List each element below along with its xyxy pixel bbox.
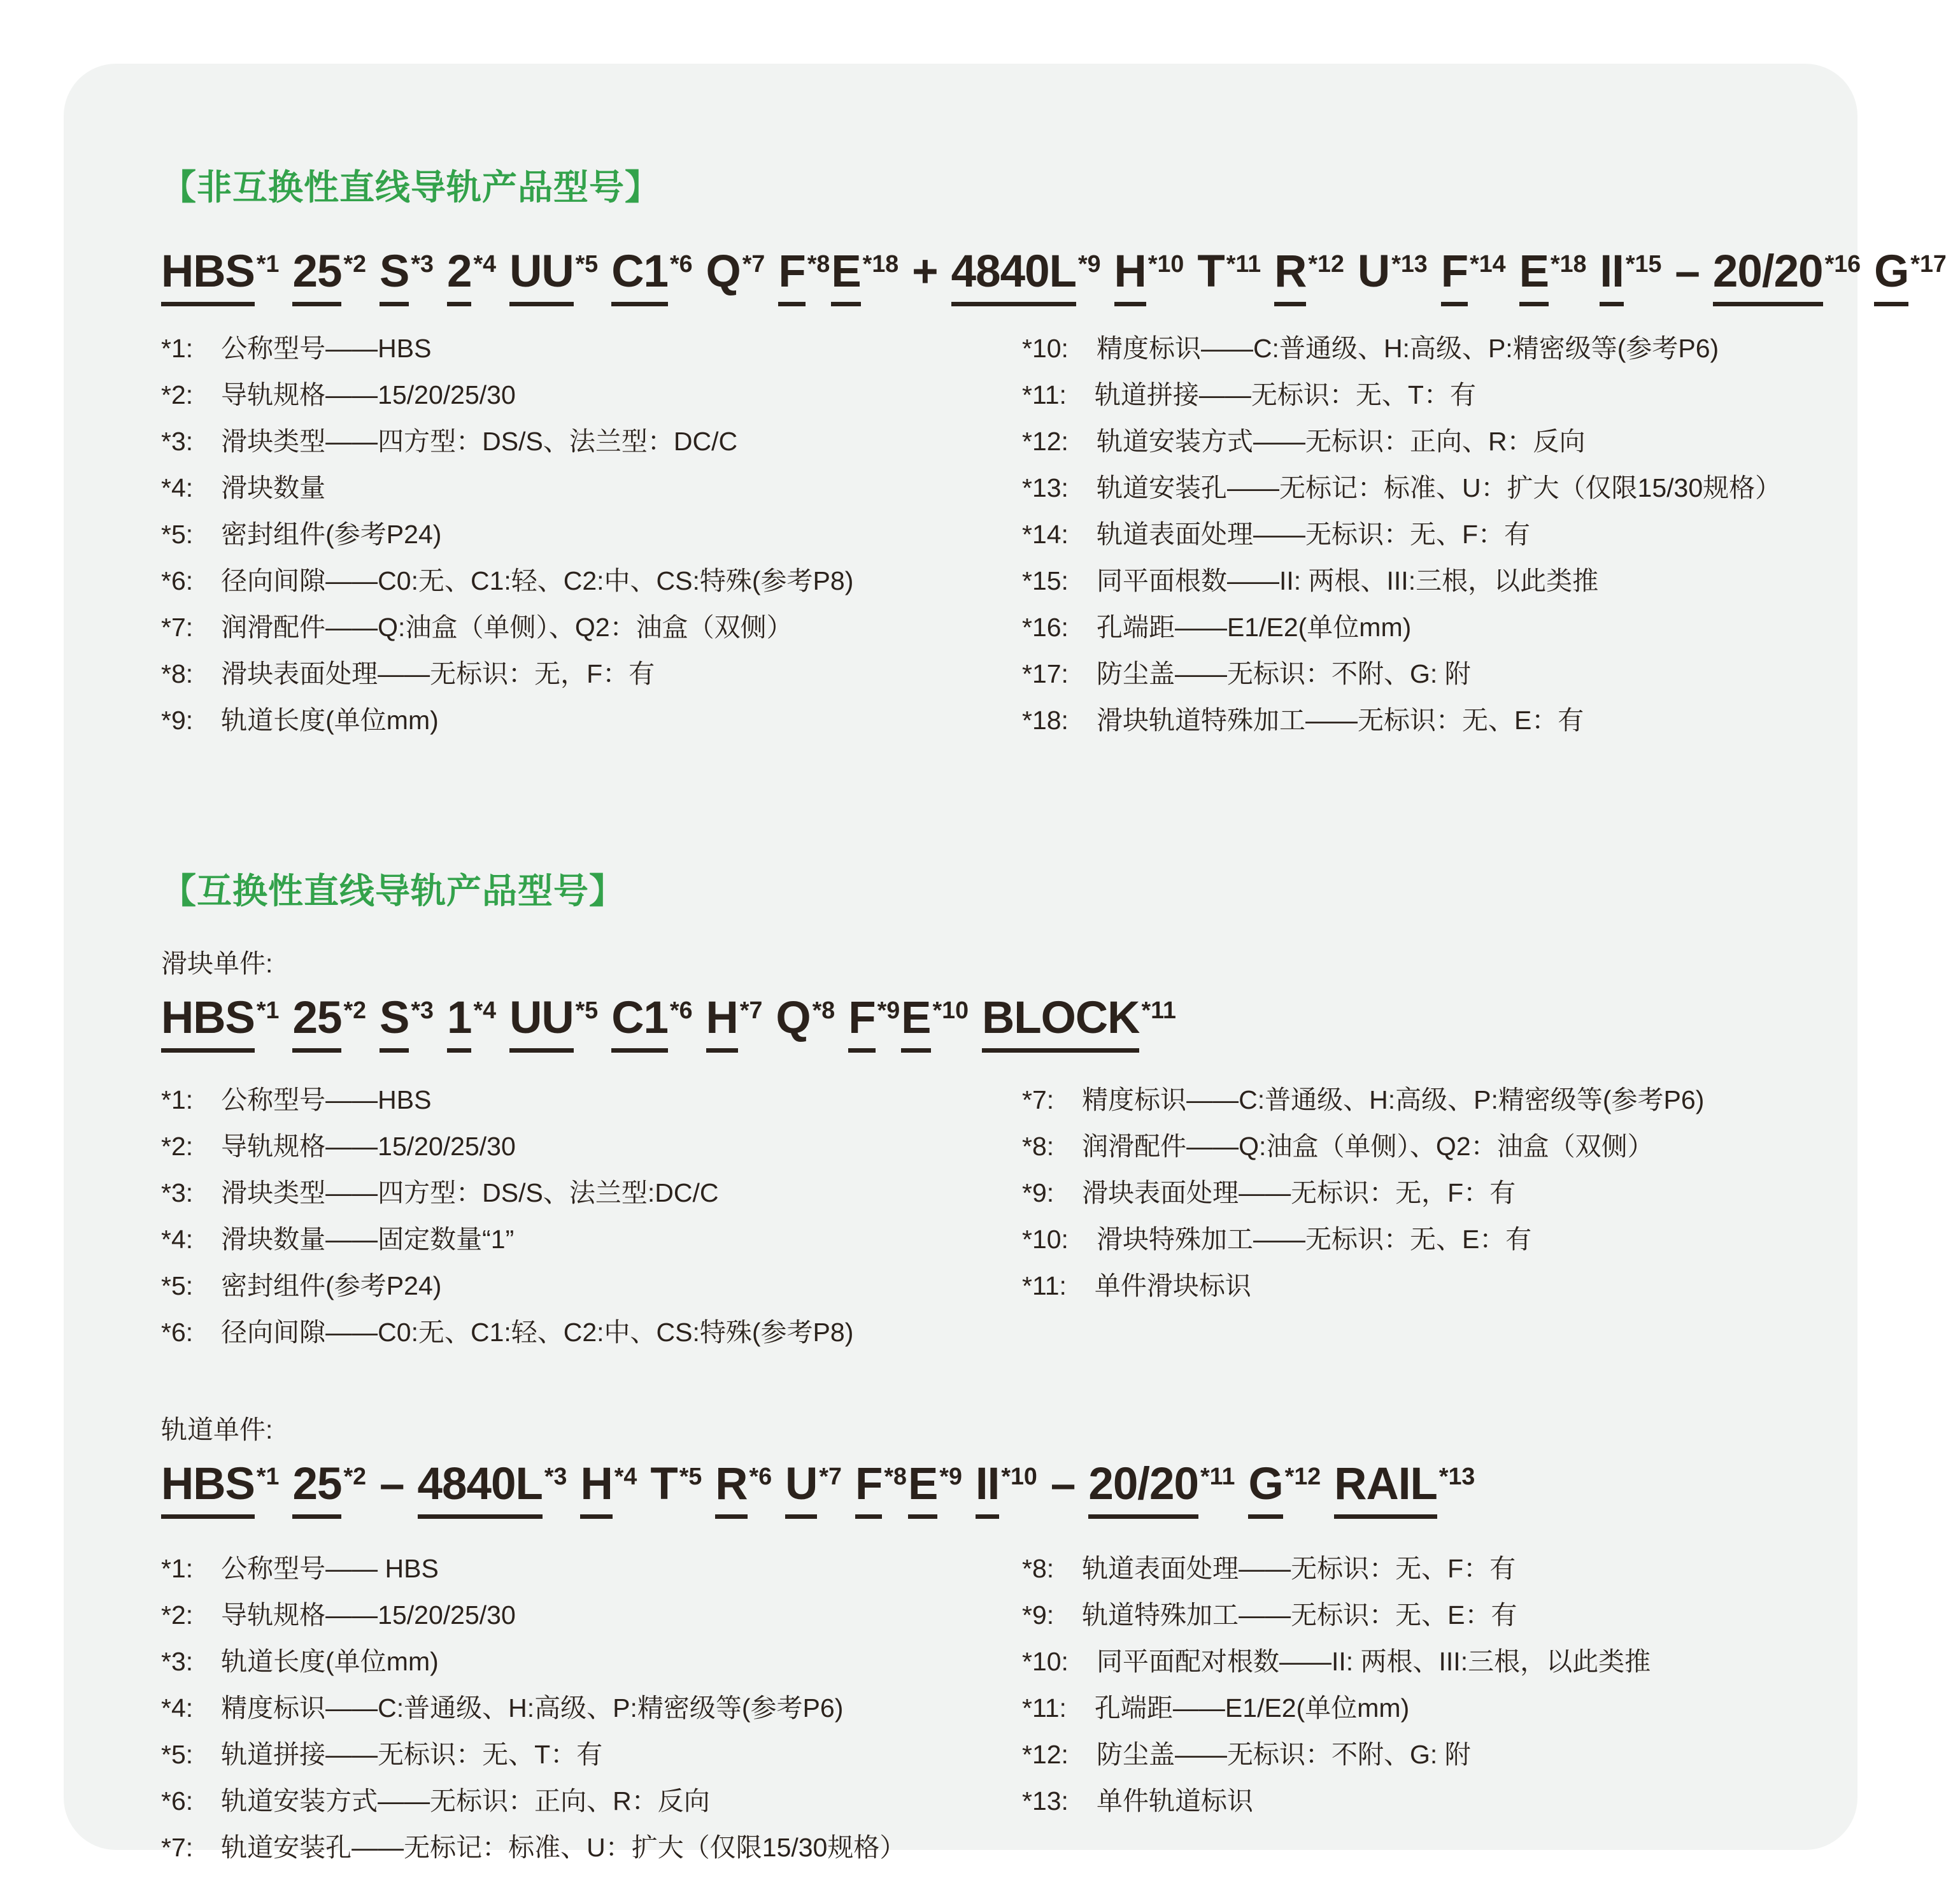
- footnote-item: [1022, 1216, 1760, 1263]
- model-token: [1274, 247, 1344, 306]
- footnote-label: *11:: [1022, 380, 1067, 409]
- footnotes-column-left: [161, 1077, 1022, 1356]
- model-token-text: F: [1441, 248, 1468, 306]
- model-token: [1519, 247, 1587, 306]
- model-token: [1441, 247, 1506, 306]
- model-token-superscript: *18: [1550, 250, 1587, 277]
- model-token: [776, 993, 835, 1053]
- model-token-superscript: *1: [256, 1462, 280, 1490]
- model-token-text: F: [778, 248, 805, 306]
- footnote-text: 精度标识——C:普通级、H:高级、P:精密级等(参考P6): [1096, 333, 1719, 363]
- model-token-superscript: *8: [884, 1462, 907, 1490]
- rail-unit-label: 轨道单件:: [161, 1415, 273, 1445]
- model-formula-block-unit: [161, 993, 1760, 1053]
- model-token-superscript: *2: [343, 1462, 367, 1490]
- model-token-superscript: *5: [679, 1462, 702, 1490]
- model-token: [447, 993, 496, 1053]
- footnote-text: 密封组件(参考P24): [221, 519, 442, 549]
- footnote-text: 径向间隙——C0:无、C1:轻、C2:中、CS:特殊(参考P8): [221, 565, 854, 595]
- footnote-text: 防尘盖——无标识：不附、G: 附: [1096, 658, 1471, 688]
- footnote-item: [161, 1170, 1022, 1216]
- footnote-text: 单件滑块标识: [1094, 1271, 1251, 1301]
- footnote-label: *18:: [1022, 705, 1069, 735]
- footnote-label: *3:: [161, 1646, 194, 1676]
- block-unit-label: 滑块单件:: [161, 949, 273, 979]
- product-model-card: [64, 64, 1947, 1862]
- footnote-label: *5:: [161, 1739, 194, 1769]
- model-token: [611, 993, 692, 1053]
- model-token-superscript: *14: [1470, 250, 1506, 277]
- model-token: [785, 1460, 842, 1519]
- model-token-text: 20/20: [1088, 1460, 1198, 1519]
- model-token-superscript: *11: [1226, 250, 1261, 277]
- footnote-text: 密封组件(参考P24): [221, 1271, 442, 1301]
- model-token-text: H: [1114, 248, 1146, 306]
- footnote-label: *5:: [161, 519, 194, 549]
- model-token: [161, 993, 279, 1053]
- footnote-item: [1022, 465, 1781, 511]
- footnote-item: [1022, 1778, 1760, 1824]
- footnote-item: [161, 1077, 1022, 1123]
- model-token-superscript: *15: [1625, 250, 1662, 277]
- model-token-text: G: [1248, 1460, 1282, 1519]
- footnote-label: *1:: [161, 1553, 194, 1583]
- model-token: [509, 993, 598, 1053]
- footnote-text: 单件轨道标识: [1096, 1786, 1253, 1816]
- model-token: [292, 247, 366, 306]
- footnote-item: [161, 604, 1022, 651]
- model-token-text: –: [1050, 1459, 1076, 1510]
- footnotes-column-left: [161, 325, 1022, 744]
- footnote-label: *6:: [161, 565, 194, 595]
- footnote-label: *1:: [161, 333, 194, 363]
- footnote-text: 同平面配对根数——II: 两根、III:三根，以此类推: [1096, 1646, 1651, 1676]
- model-token: [1114, 247, 1184, 306]
- footnote-label: *9:: [161, 705, 194, 735]
- model-token: [161, 1460, 279, 1519]
- footnote-item: [161, 1639, 1022, 1685]
- footnote-item: [1022, 1546, 1760, 1592]
- model-token: [976, 1460, 1037, 1519]
- footnote-label: *13:: [1022, 473, 1069, 502]
- model-token-text: F: [855, 1460, 882, 1519]
- model-token-superscript: *5: [575, 997, 599, 1024]
- model-token-text: R: [1274, 248, 1306, 306]
- model-token: [1358, 247, 1428, 306]
- model-token-superscript: *10: [1001, 1462, 1037, 1490]
- model-token-text: HBS: [161, 248, 255, 306]
- model-token-text: Q: [706, 246, 741, 297]
- footnote-label: *4:: [161, 1693, 194, 1723]
- footnote-item: [1022, 1170, 1760, 1216]
- model-token: [706, 247, 765, 306]
- model-token-superscript: *9: [939, 1462, 962, 1490]
- footnote-item: [1022, 1639, 1760, 1685]
- footnote-text: 孔端距——E1/E2(单位mm): [1094, 1693, 1410, 1723]
- model-token: [908, 1460, 962, 1519]
- model-token-text: HBS: [161, 994, 255, 1053]
- model-token-superscript: *3: [544, 1462, 567, 1490]
- footnote-item: [161, 372, 1022, 418]
- model-token-text: E: [831, 248, 860, 306]
- model-token-superscript: *9: [1077, 250, 1101, 277]
- footnote-text: 轨道表面处理——无标识：无、F：有: [1082, 1553, 1516, 1583]
- model-token-text: U: [1357, 246, 1390, 297]
- footnote-label: *9:: [1022, 1600, 1055, 1630]
- footnote-item: [1022, 651, 1781, 697]
- model-formula-rail-unit: [161, 1460, 1760, 1519]
- footnote-text: 滑块表面处理——无标识：无，F：有: [221, 658, 655, 688]
- footnote-label: *8:: [161, 658, 194, 688]
- footnote-item: [161, 1123, 1022, 1170]
- footnote-text: 导轨规格——15/20/25/30: [221, 1132, 516, 1162]
- footnote-item: [161, 1824, 1022, 1871]
- model-token-superscript: *8: [812, 997, 835, 1024]
- footnote-label: *14:: [1022, 519, 1069, 549]
- model-token: [901, 993, 969, 1053]
- model-token-superscript: *9: [877, 997, 900, 1024]
- model-token: [1088, 1460, 1235, 1519]
- footnote-item: [1022, 697, 1781, 744]
- model-token: [447, 247, 496, 306]
- model-token-superscript: *8: [807, 250, 830, 277]
- footnote-item: [161, 325, 1022, 372]
- footnote-text: 滑块特殊加工——无标识：无、E：有: [1096, 1225, 1532, 1255]
- footnote-label: *2:: [161, 380, 194, 409]
- footnote-label: *7:: [1022, 1085, 1055, 1115]
- model-token-text: E: [901, 994, 930, 1053]
- footnote-label: *5:: [161, 1271, 194, 1301]
- model-token-text: E: [1519, 248, 1549, 306]
- model-token: [292, 1460, 366, 1519]
- model-token-text: –: [380, 1459, 404, 1510]
- model-token-text: RAIL: [1334, 1460, 1437, 1519]
- model-token-superscript: *2: [343, 250, 367, 277]
- model-token: [650, 1460, 702, 1519]
- model-token: [1675, 247, 1700, 306]
- footnote-label: *10:: [1022, 333, 1069, 363]
- model-token-text: T: [1197, 246, 1225, 297]
- footnote-label: *15:: [1022, 565, 1069, 595]
- footnote-text: 公称型号—— HBS: [221, 1553, 439, 1583]
- model-token: [778, 247, 830, 306]
- footnote-text: 防尘盖——无标识：不附、G: 附: [1096, 1739, 1471, 1769]
- footnote-item: [161, 1216, 1022, 1263]
- model-token: [1713, 247, 1861, 306]
- model-token: [1248, 1460, 1321, 1519]
- footnote-text: 轨道安装孔——无标记：标准、U：扩大（仅限15/30规格）: [221, 1832, 906, 1862]
- footnote-item: [161, 1778, 1022, 1824]
- footnote-item: [161, 1309, 1022, 1356]
- footnote-item: [161, 1685, 1022, 1732]
- model-token-superscript: *4: [614, 1462, 637, 1490]
- footnotes-block-unit: [161, 1077, 1760, 1356]
- model-token-superscript: *2: [343, 997, 367, 1024]
- model-token-superscript: *6: [749, 1462, 772, 1490]
- footnote-text: 轨道长度(单位mm): [221, 1646, 439, 1676]
- footnote-item: [1022, 372, 1781, 418]
- footnote-text: 导轨规格——15/20/25/30: [221, 380, 516, 409]
- footnotes-rail-unit: [161, 1546, 1760, 1871]
- model-token-text: II: [976, 1460, 999, 1519]
- model-token-text: U: [785, 1460, 817, 1519]
- model-token: [831, 247, 898, 306]
- footnote-label: *8:: [1022, 1553, 1055, 1583]
- model-token-superscript: *16: [1824, 250, 1861, 277]
- model-token-superscript: *6: [669, 997, 693, 1024]
- model-token-text: S: [380, 994, 409, 1053]
- footnote-text: 孔端距——E1/E2(单位mm): [1096, 612, 1412, 642]
- footnote-item: [1022, 1123, 1760, 1170]
- footnote-item: [161, 697, 1022, 744]
- model-token-text: G: [1874, 248, 1908, 306]
- model-token-superscript: *10: [932, 997, 969, 1024]
- footnote-item: [1022, 325, 1781, 372]
- model-token-text: 2: [447, 248, 472, 306]
- model-token: [1874, 247, 1947, 306]
- model-token: [715, 1460, 772, 1519]
- footnote-label: *2:: [161, 1600, 194, 1630]
- model-token-superscript: *1: [256, 250, 280, 277]
- model-token-superscript: *10: [1147, 250, 1184, 277]
- model-token-text: 4840L: [951, 248, 1076, 306]
- footnote-text: 公称型号——HBS: [221, 1085, 432, 1115]
- model-token: [855, 1460, 907, 1519]
- model-token-superscript: *3: [411, 250, 434, 277]
- model-token: [611, 247, 692, 306]
- model-token: [1051, 1460, 1076, 1519]
- footnotes-column-right: [1022, 1077, 1760, 1309]
- model-token-text: II: [1600, 248, 1623, 306]
- footnote-item: [161, 1732, 1022, 1778]
- footnote-text: 轨道安装方式——无标识：正向、R：反向: [221, 1786, 710, 1816]
- footnotes-non-interchangeable: [161, 325, 1782, 744]
- model-token: [418, 1460, 567, 1519]
- footnote-item: [1022, 604, 1781, 651]
- model-token-superscript: *1: [256, 997, 280, 1024]
- model-token-superscript: *5: [575, 250, 599, 277]
- footnote-label: *1:: [161, 1085, 194, 1115]
- footnote-label: *2:: [161, 1132, 194, 1162]
- footnote-text: 径向间隙——C0:无、C1:轻、C2:中、CS:特殊(参考P8): [221, 1318, 854, 1348]
- model-token-text: 1: [447, 994, 472, 1053]
- footnote-item: [1022, 558, 1781, 604]
- model-token-text: 4840L: [418, 1460, 543, 1519]
- footnote-label: *12:: [1022, 1739, 1069, 1769]
- model-token-text: H: [580, 1460, 612, 1519]
- model-token-text: F: [848, 994, 875, 1053]
- footnote-item: [161, 651, 1022, 697]
- footnote-text: 滑块类型——四方型：DS/S、法兰型:DC/C: [221, 1178, 719, 1208]
- footnote-text: 公称型号——HBS: [221, 333, 432, 363]
- model-token-superscript: *12: [1284, 1462, 1321, 1490]
- model-token-superscript: *18: [862, 250, 899, 277]
- section-heading-interchangeable: 【互换性直线导轨产品型号】: [161, 871, 625, 911]
- footnote-item: [161, 1592, 1022, 1639]
- footnote-label: *6:: [161, 1786, 194, 1816]
- footnote-label: *4:: [161, 1225, 194, 1255]
- model-token: [509, 247, 598, 306]
- footnote-text: 滑块轨道特殊加工——无标识：无、E：有: [1096, 705, 1584, 735]
- footnote-item: [161, 511, 1022, 558]
- footnote-label: *13:: [1022, 1786, 1069, 1816]
- model-token: [848, 993, 900, 1053]
- model-token-text: UU: [509, 248, 574, 306]
- footnote-label: *3:: [161, 426, 194, 456]
- footnote-label: *7:: [161, 612, 194, 642]
- footnote-text: 导轨规格——15/20/25/30: [221, 1600, 516, 1630]
- footnote-label: *16:: [1022, 612, 1069, 642]
- footnote-text: 轨道拼接——无标识：无、T：有: [1094, 380, 1476, 409]
- model-token: [380, 247, 434, 306]
- model-token: [380, 993, 434, 1053]
- footnote-item: [1022, 418, 1781, 465]
- footnote-text: 滑块表面处理——无标识：无，F：有: [1082, 1178, 1516, 1208]
- model-token-superscript: *4: [473, 250, 497, 277]
- model-token: [951, 247, 1101, 306]
- model-token-superscript: *13: [1391, 250, 1428, 277]
- footnote-text: 润滑配件——Q:油盒（单侧）、Q2：油盒（双侧）: [221, 612, 793, 642]
- model-token: [982, 993, 1176, 1053]
- footnote-label: *11:: [1022, 1271, 1067, 1301]
- model-token-text: 20/20: [1713, 248, 1823, 306]
- footnote-text: 轨道表面处理——无标识：无、F：有: [1096, 519, 1530, 549]
- model-token-text: HBS: [161, 1460, 255, 1519]
- model-token: [1600, 247, 1661, 306]
- model-token: [292, 993, 366, 1053]
- footnote-label: *6:: [161, 1318, 194, 1348]
- footnotes-column-left: [161, 1546, 1022, 1871]
- footnote-item: [161, 465, 1022, 511]
- model-token: [1334, 1460, 1475, 1519]
- model-token: [1197, 247, 1261, 306]
- model-token-text: E: [908, 1460, 937, 1519]
- footnote-label: *17:: [1022, 658, 1069, 688]
- model-token-text: S: [380, 248, 409, 306]
- model-token-text: T: [650, 1459, 678, 1510]
- footnote-label: *8:: [1022, 1132, 1055, 1162]
- model-token-superscript: *7: [819, 1462, 842, 1490]
- footnote-text: 滑块数量——固定数量“1”: [221, 1225, 515, 1255]
- footnote-item: [1022, 1732, 1760, 1778]
- footnote-label: *12:: [1022, 426, 1069, 456]
- model-token: [912, 247, 937, 306]
- model-token-text: BLOCK: [982, 994, 1139, 1053]
- footnote-label: *7:: [161, 1832, 194, 1862]
- model-token-text: Q: [776, 993, 811, 1044]
- model-token-text: C1: [611, 994, 668, 1053]
- model-token-text: R: [715, 1460, 747, 1519]
- footnote-text: 滑块类型——四方型：DS/S、法兰型：DC/C: [221, 426, 738, 456]
- footnote-item: [161, 558, 1022, 604]
- footnote-label: *11:: [1022, 1693, 1067, 1723]
- footnote-item: [161, 418, 1022, 465]
- footnotes-column-right: [1022, 1546, 1760, 1824]
- model-token-text: +: [912, 246, 938, 297]
- footnote-text: 轨道安装孔——无标记：标准、U：扩大（仅限15/30规格）: [1096, 473, 1782, 502]
- model-token-superscript: *4: [473, 997, 497, 1024]
- model-token-superscript: *11: [1200, 1462, 1235, 1490]
- footnote-text: 轨道特殊加工——无标识：无、E：有: [1082, 1600, 1517, 1630]
- model-token: [161, 247, 279, 306]
- footnote-item: [1022, 511, 1781, 558]
- footnote-text: 同平面根数——II: 两根、III:三根，以此类推: [1096, 565, 1599, 595]
- model-token-text: –: [1675, 246, 1700, 297]
- model-token-superscript: *11: [1141, 997, 1176, 1024]
- model-token-text: 25: [292, 1460, 341, 1519]
- footnote-text: 精度标识——C:普通级、H:高级、P:精密级等(参考P6): [221, 1693, 844, 1723]
- model-token: [706, 993, 763, 1053]
- footnote-text: 润滑配件——Q:油盒（单侧）、Q2：油盒（双侧）: [1082, 1132, 1654, 1162]
- model-token-superscript: *7: [742, 250, 765, 277]
- footnote-text: 滑块数量: [221, 473, 326, 502]
- footnote-item: [1022, 1077, 1760, 1123]
- model-token-text: C1: [611, 248, 668, 306]
- footnote-label: *10:: [1022, 1225, 1069, 1255]
- model-token-superscript: *13: [1438, 1462, 1475, 1490]
- section-heading-non-interchangeable: 【非互换性直线导轨产品型号】: [161, 167, 661, 207]
- footnote-item: [161, 1546, 1022, 1592]
- model-token-superscript: *12: [1308, 250, 1344, 277]
- model-token-text: 25: [292, 994, 341, 1053]
- footnote-label: *9:: [1022, 1178, 1055, 1208]
- model-token-text: H: [706, 994, 738, 1053]
- model-token: [580, 1460, 637, 1519]
- model-token-superscript: *3: [411, 997, 434, 1024]
- model-token-superscript: *7: [739, 997, 763, 1024]
- footnote-item: [1022, 1592, 1760, 1639]
- footnote-label: *10:: [1022, 1646, 1069, 1676]
- footnote-text: 轨道安装方式——无标识：正向、R：反向: [1096, 426, 1586, 456]
- model-formula-non-interchangeable: [161, 246, 1947, 306]
- model-token-text: UU: [509, 994, 574, 1053]
- footnotes-column-right: [1022, 325, 1781, 744]
- footnote-text: 精度标识——C:普通级、H:高级、P:精密级等(参考P6): [1082, 1085, 1705, 1115]
- model-token-text: 25: [292, 248, 341, 306]
- footnote-item: [161, 1263, 1022, 1309]
- model-token-superscript: *17: [1910, 250, 1947, 277]
- footnote-label: *3:: [161, 1178, 194, 1208]
- model-token: [380, 1460, 404, 1519]
- footnote-label: *4:: [161, 473, 194, 502]
- footnote-text: 轨道拼接——无标识：无、T：有: [221, 1739, 603, 1769]
- footnote-item: [1022, 1263, 1760, 1309]
- footnote-text: 轨道长度(单位mm): [221, 705, 439, 735]
- footnote-item: [1022, 1685, 1760, 1732]
- model-token-superscript: *6: [669, 250, 693, 277]
